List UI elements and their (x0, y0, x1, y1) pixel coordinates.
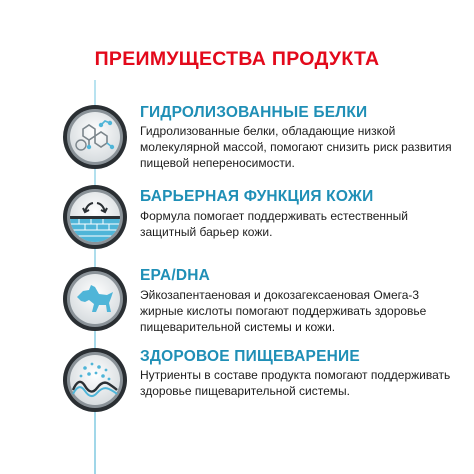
molecule-icon (61, 103, 129, 171)
skin-barrier-icon (61, 183, 129, 251)
feature-description-epa-dha: Эйкозапентаеновая и докозагексаеновая Омега-3 жирные кислоты помогают поддерживать здоровье пищеварительной системы и кожи. (140, 288, 427, 334)
feature-description-healthy-digestion: Нутриенты в составе продукта помогают поддерживать здоровье пищеварительной системы. (140, 368, 451, 398)
feature-description-skin-barrier: Формула помогает поддерживать естественный защитный барьер кожи. (140, 209, 409, 239)
dog-icon (61, 265, 129, 333)
digestion-icon (61, 346, 129, 414)
feature-heading-epa-dha: EPA/DHA (140, 267, 211, 284)
feature-heading-hydrolyzed-proteins: ГИДРОЛИЗОВАННЫЕ БЕЛКИ (140, 104, 368, 121)
page-title: ПРЕИМУЩЕСТВА ПРОДУКТА (94, 48, 380, 70)
feature-heading-healthy-digestion: ЗДОРОВОЕ ПИЩЕВАРЕНИЕ (140, 348, 360, 365)
feature-description-hydrolyzed-proteins: Гидролизованные белки, обладающие низкой молекулярной массой, помогают снизить риск развития пищевой непереносимости. (140, 124, 452, 170)
feature-heading-skin-barrier: БАРЬЕРНАЯ ФУНКЦИЯ КОЖИ (140, 188, 374, 205)
